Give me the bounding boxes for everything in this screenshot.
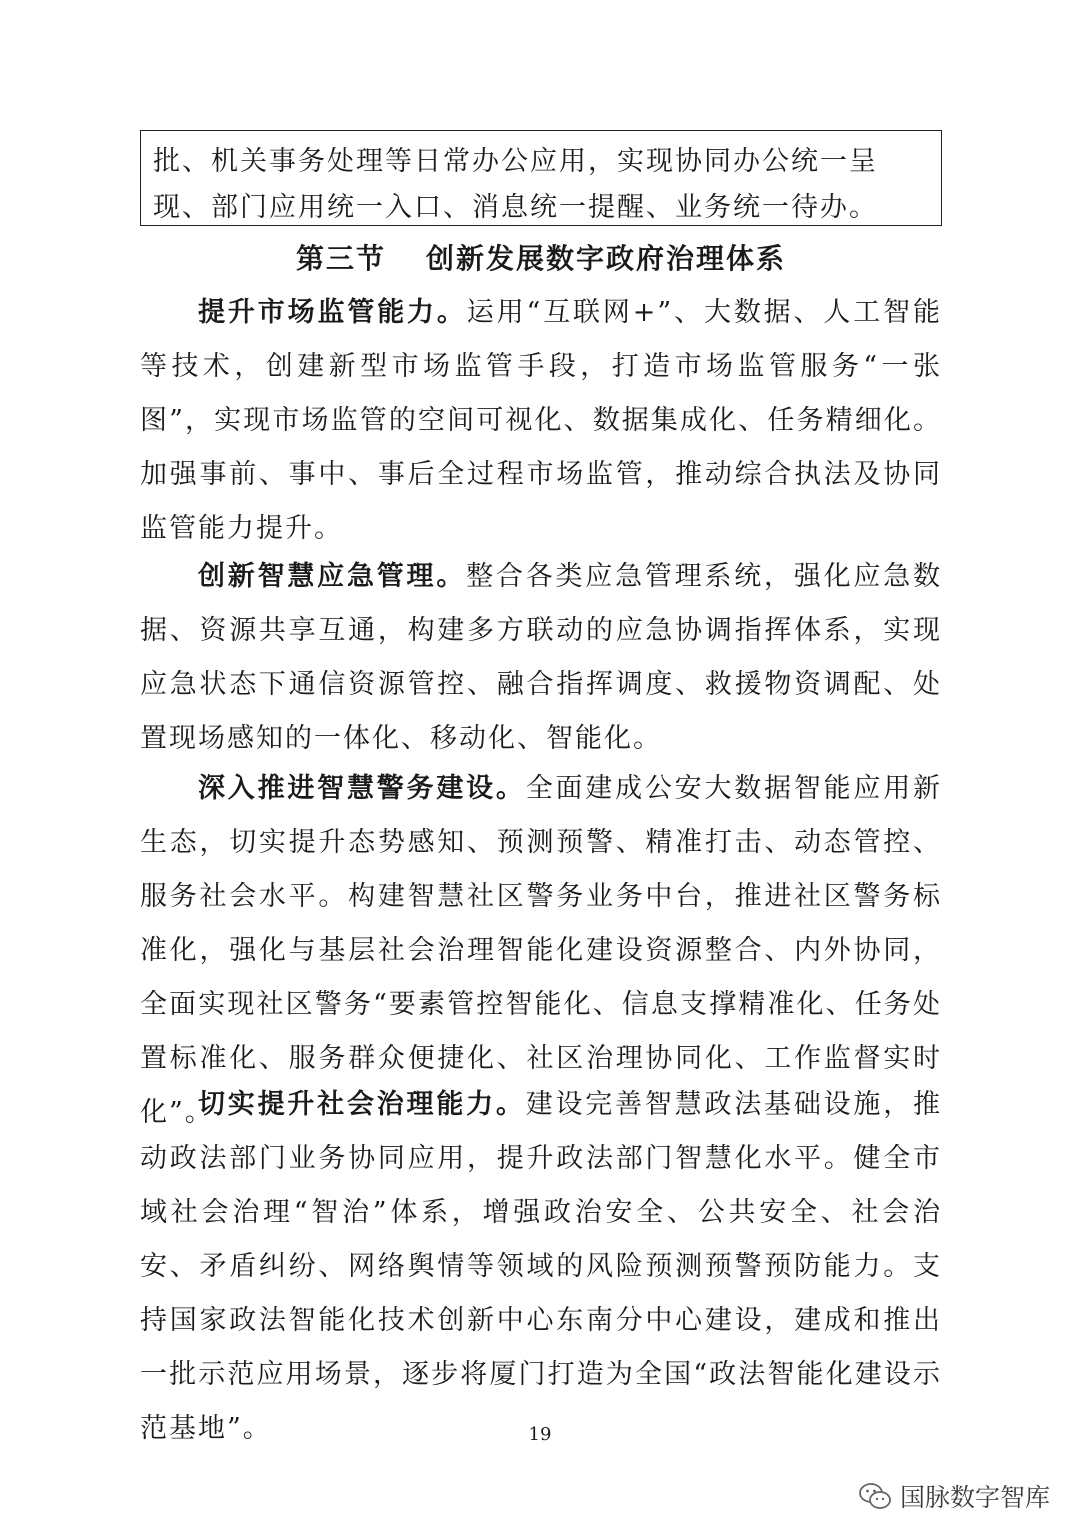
paragraph-body: 整合各类应急管理系统，强化应急数据、资源共享互通，构建多方联动的应急协调指挥体系，实现应急状态下通信资源管控、融合指挥调度、救援物资调配、处置现场感知的一体化、移动化、智能化。 [140, 561, 942, 754]
paragraph-lead: 提升市场监管能力。 [198, 297, 467, 328]
paragraph-market-supervision [140, 286, 942, 556]
section-number: 第三节 [295, 242, 386, 275]
paragraph-body: 运用“互联网+”、大数据、人工智能等技术，创建新型市场监管手段，打造市场监管服务“一张图”，实现市场监管的空间可视化、数据集成化、任务精细化。加强事前、事中、事后全过程市场监管，推动综合执法及协同监管能力提升。 [140, 297, 943, 544]
watermark-text: 国脉数字智库 [899, 1483, 1050, 1512]
paragraph-lead: 创新智慧应急管理。 [198, 561, 467, 592]
page-number: 19 [528, 1424, 552, 1445]
paragraph-emergency-management [140, 550, 942, 766]
paragraph-body: 全面建成公安大数据智能应用新生态，切实提升态势感知、预测预警、精准打击、动态管控、服务社会水平。构建智慧社区警务业务中台，推进社区警务标准化，强化与基层社会治理智能化建设资源整合、内外协同，全面实现社区警务“要素管控智能化、信息支撑精准化、任务处置标准化、服务群众便捷化、社区治理协同化、工作监督实时化”。 [140, 773, 943, 1128]
boxed-note-text: 批、机关事务处理等日常办公应用，实现协同办公统一呈现、部门应用统一入口、消息统一提醒、业务统一待办。 [153, 146, 878, 223]
paragraph-body: 建设完善智慧政法基础设施，推动政法部门业务协同应用，提升政法部门智慧化水平。健全市域社会治理“智治”体系，增强政治安全、公共安全、社会治安、矛盾纠纷、网络舆情等领域的风险预测预警预防能力。支持国家政法智能化技术创新中心东南分中心建设，建成和推出一批示范应用场景，逐步将厦门打造为全国“政法智能化建设示范基地”。 [140, 1089, 943, 1444]
watermark [858, 1478, 1050, 1514]
paragraph-lead: 深入推进智慧警务建设。 [198, 773, 526, 804]
section-heading [140, 236, 942, 282]
paragraph-lead: 切实提升社会治理能力。 [198, 1089, 526, 1120]
section-title: 创新发展数字政府治理体系 [426, 242, 787, 275]
boxed-note [140, 130, 942, 226]
paragraph-social-governance [140, 1078, 942, 1456]
wechat-icon [858, 1481, 892, 1511]
